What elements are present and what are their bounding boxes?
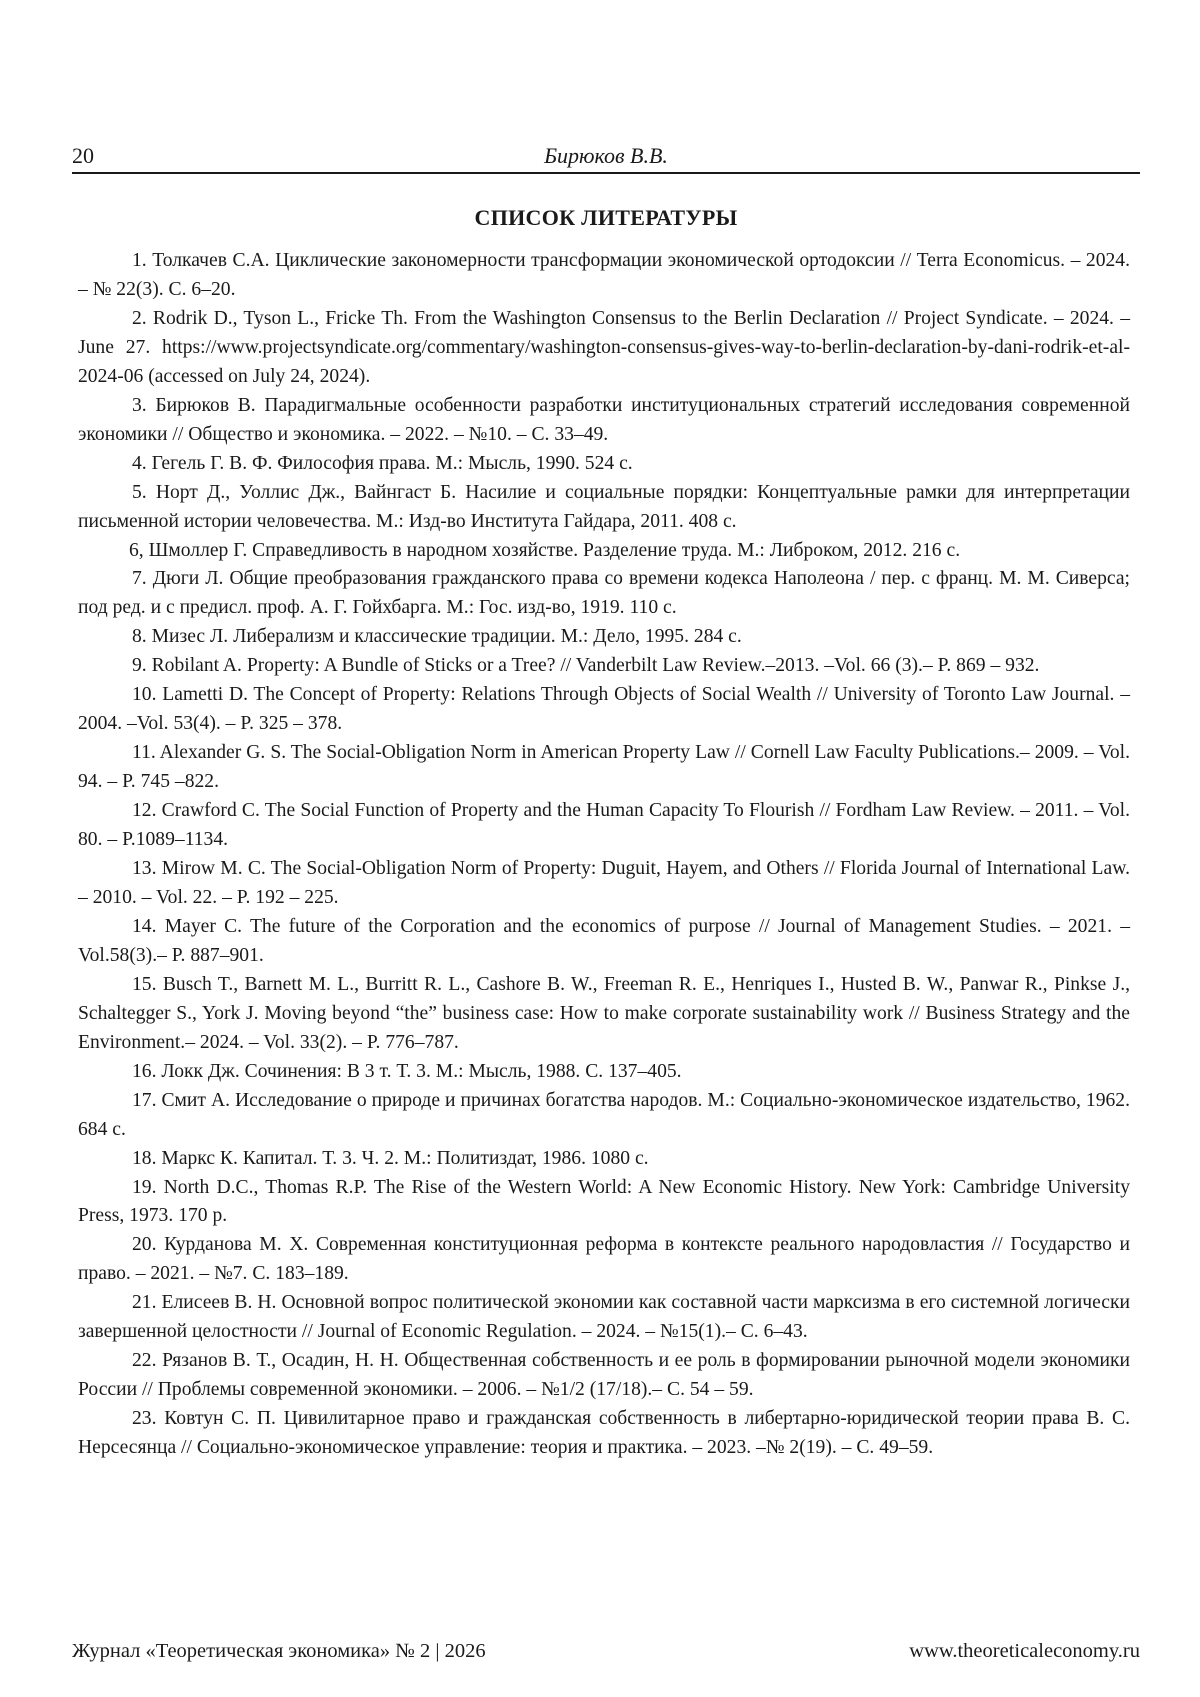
reference-item: 12. Crawford C. The Social Function of Property and the Human Capacity To Flourish // Fordham Law Review. – 2011. – Vol. 80. – P.1089–1134. [78,797,1130,855]
reference-item: 22. Рязанов В. Т., Осадин, Н. Н. Общественная собственность и ее роль в формировании рыночной модели экономики России // Проблемы современной экономики. – 2006. – №1/2 (17/18).– С. 54 – 59. [78,1347,1130,1405]
reference-item: 16. Локк Дж. Сочинения: В 3 т. Т. 3. М.: Мысль, 1988. С. 137–405. [78,1058,1130,1087]
reference-item: 3. Бирюков В. Парадигмальные особенности разработки институциональных стратегий исследования современной экономики // Общество и экономика. – 2022. – №10. – С. 33–49. [78,392,1130,450]
page-header [72,143,1140,169]
reference-item: 15. Busch T., Barnett M. L., Burritt R. L., Cashore B. W., Freeman R. E., Henriques I., Husted B. W., Panwar R., Pinkse J., Schaltegger S., York J. Moving beyond “the” business case: How to make corporate sustainability work // Business Strategy and the Environment.– 2024. – Vol. 33(2). – P. 776–787. [78,971,1130,1058]
reference-item: 23. Ковтун С. П. Цивилитарное право и гражданская собственность в либертарно-юридической теории права В. С. Нерсесянца // Социально-экономическое управление: теория и практика. – 2023. –№ 2(19). – С. 49–59. [78,1405,1130,1463]
reference-item: 21. Елисеев В. Н. Основной вопрос политической экономии как составной части марксизма в его системной логически завершенной целостности // Journal of Economic Regulation. – 2024. – №15(1).– С. 6–43. [78,1289,1130,1347]
journal-name: Журнал «Теоретическая экономика» № 2 | 2026 [72,1637,486,1665]
journal-website: www.theoreticaleconomy.ru [909,1637,1140,1665]
references-title: СПИСОК ЛИТЕРАТУРЫ [72,204,1140,232]
reference-item: 5. Норт Д., Уоллис Дж., Вайнгаст Б. Насилие и социальные порядки: Концептуальные рамки для интерпретации письменной истории человечества. М.: Изд-во Института Гайдара, 2011. 408 с. [78,479,1130,537]
page-footer [72,1637,1140,1665]
reference-item: 14. Mayer C. The future of the Corporation and the economics of purpose // Journal of Management Studies. – 2021. –Vol.58(3).– P. 887–901. [78,913,1130,971]
page-number: 20 [72,143,94,169]
reference-item: 10. Lametti D. The Concept of Property: Relations Through Objects of Social Wealth // University of Toronto Law Journal. – 2004. –Vol. 53(4). – P. 325 – 378. [78,681,1130,739]
reference-item: 1. Толкачев С.А. Циклические закономерности трансформации экономической ортодоксии // Terra Economicus. – 2024. – № 22(3). С. 6–20. [78,247,1130,305]
reference-item: 8. Мизес Л. Либерализм и классические традиции. М.: Дело, 1995. 284 с. [78,623,1130,652]
reference-item: 13. Mirow M. C. The Social-Obligation Norm of Property: Duguit, Hayem, and Others // Florida Journal of International Law. – 2010. – Vol. 22. – P. 192 – 225. [78,855,1130,913]
reference-item: 9. Robilant A. Property: A Bundle of Sticks or a Tree? // Vanderbilt Law Review.–2013. –Vol. 66 (3).– P. 869 – 932. [78,652,1130,681]
header-divider [72,172,1140,174]
reference-item: 11. Alexander G. S. The Social-Obligation Norm in American Property Law // Cornell Law Faculty Publications.– 2009. – Vol. 94. – P. 745 –822. [78,739,1130,797]
running-head-author: Бирюков В.В. [72,143,1140,169]
reference-item: 18. Маркс К. Капитал. Т. 3. Ч. 2. М.: Политиздат, 1986. 1080 с. [78,1145,1130,1174]
reference-item: 7. Дюги Л. Общие преобразования гражданского права со времени кодекса Наполеона / пер. с франц. М. М. Сиверса; под ред. и с предисл. проф. А. Г. Гойхбарга. М.: Гос. изд-во, 1919. 110 с. [78,565,1130,623]
reference-item: 20. Курданова М. Х. Современная конституционная реформа в контексте реального народовластия // Государство и право. – 2021. – №7. С. 183–189. [78,1231,1130,1289]
reference-item: 4. Гегель Г. В. Ф. Философия права. М.: Мысль, 1990. 524 с. [78,450,1130,479]
reference-list [78,247,1130,1463]
reference-item: 2. Rodrik D., Tyson L., Fricke Th. From the Washington Consensus to the Berlin Declaration // Project Syndicate. – 2024. – June 27. https://www.projectsyndicate.org/commentary/washington-consensus-gives-way-to-berlin-declaration-by-dani-rodrik-et-al-2024-06 (accessed on July 24, 2024). [78,305,1130,392]
reference-item: 19. North D.C., Thomas R.P. The Rise of the Western World: A New Economic History. New York: Cambridge University Press, 1973. 170 p. [78,1174,1130,1232]
reference-item: 17. Смит А. Исследование о природе и причинах богатства народов. М.: Социально-экономическое издательство, 1962. 684 с. [78,1087,1130,1145]
reference-item: 6, Шмоллер Г. Справедливость в народном хозяйстве. Разделение труда. М.: Либроком, 2012. 216 с. [75,537,1130,566]
